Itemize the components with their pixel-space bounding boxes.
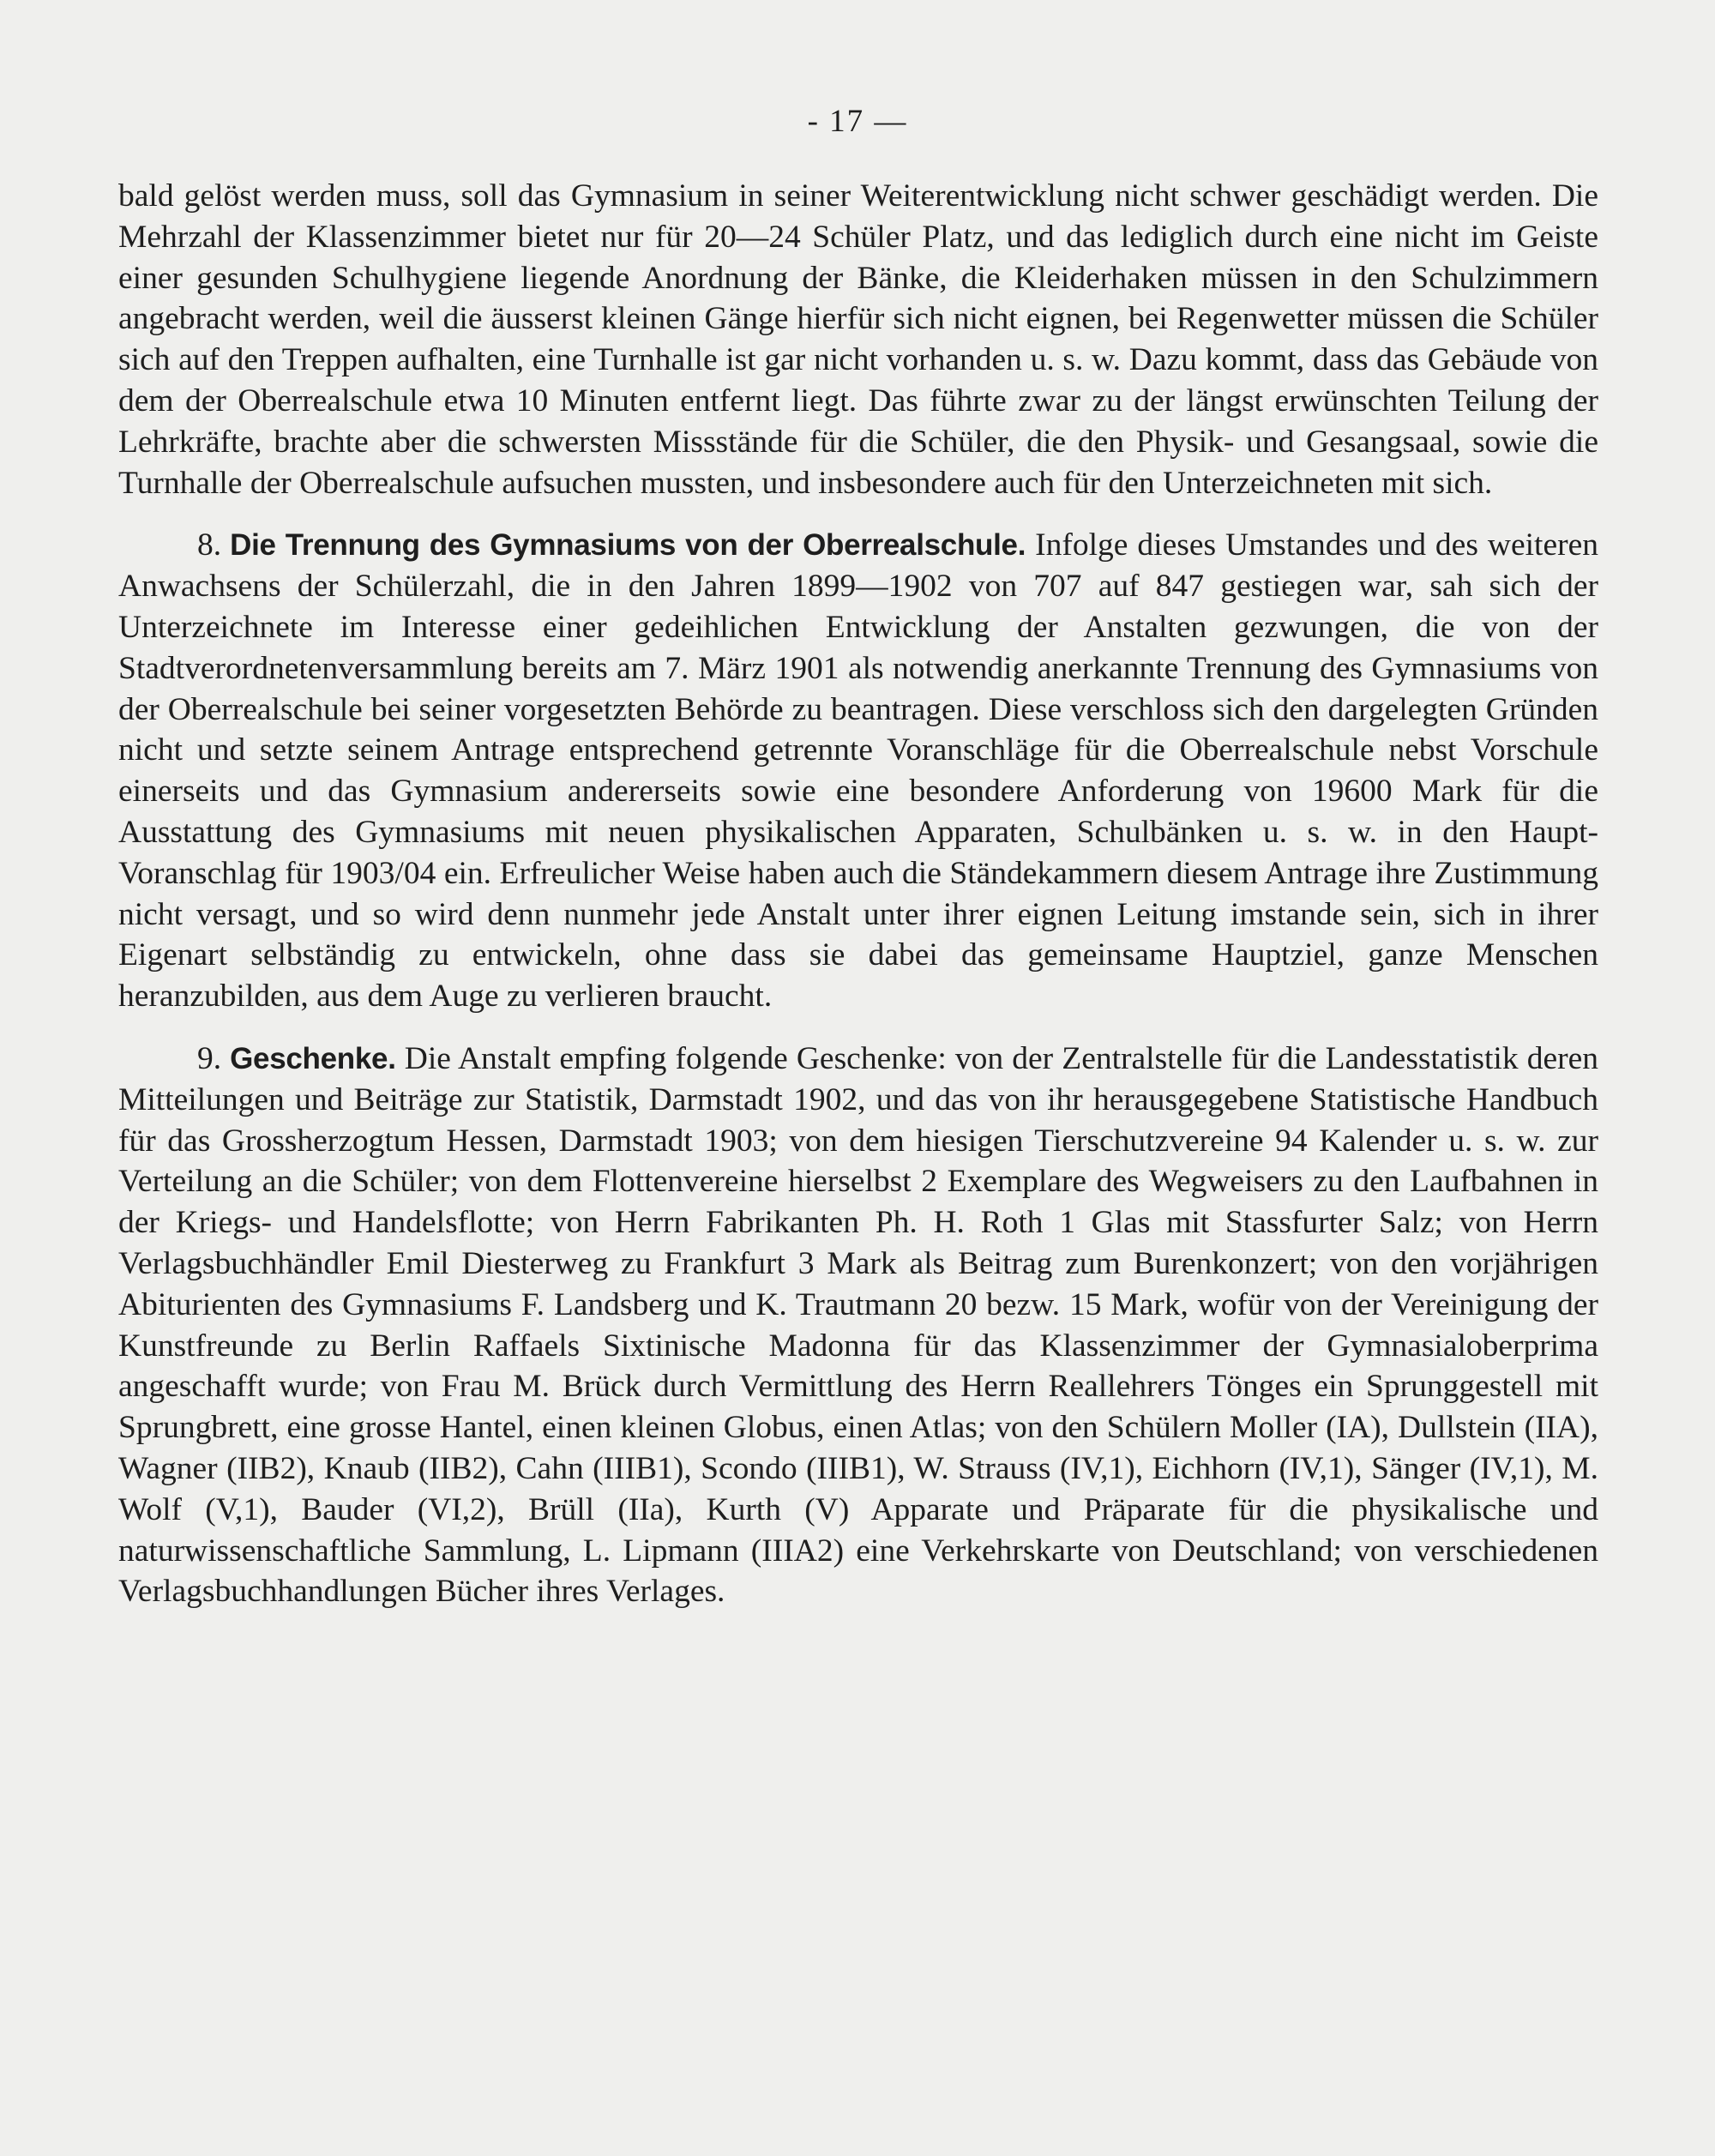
- section-number: 8.: [197, 527, 222, 563]
- paragraph-text: bald gelöst werden muss, soll das Gymnasium in seiner Weiterentwicklung nicht schwer geschädigt werden. Die Mehrzahl der Klassenzimmer bietet nur für 20—24 Schüler Platz, und das lediglich durch eine nicht im Geiste einer gesunden Schulhygiene liegende Anordnung der Bänke, die Kleiderhaken müssen in den Schulzimmern angebracht werden, weil die äusserst kleinen Gänge hierfür sich nicht eignen, bei Regenwetter müssen die Schüler sich auf den Treppen aufhalten, eine Turnhalle ist gar nicht vorhanden u. s. w. Dazu kommt, dass das Gebäude von dem der Oberrealschule etwa 10 Minuten entfernt liegt. Das führte zwar zu der längst erwünschten Teilung der Lehrkräfte, brachte aber die schwersten Missstände für die Schüler, die den Physik- und Gesangsaal, sowie die Turnhalle der Oberrealschule aufsuchen mussten, und insbesondere auch für den Unterzeichneten mit sich.: [118, 178, 1598, 501]
- section-9-paragraph: [118, 1039, 1598, 1612]
- section-8-paragraph: [118, 525, 1598, 1017]
- page-number: - 17 —: [807, 104, 908, 139]
- section-heading: Die Trennung des Gymnasiums von der Oberrealschule.: [230, 528, 1026, 563]
- body-text: [118, 176, 1598, 1612]
- paragraph-text: Die Anstalt empfing folgende Geschenke: von der Zentralstelle für die Landesstatistik deren Mitteilungen und Beiträge zur Statistik, Darmstadt 1902, und das von ihr herausgegebene Statistische Handbuch für das Grossherzogtum Hessen, Darmstadt 1903; von dem hiesigen Tierschutzvereine 94 Kalender u. s. w. zur Verteilung an die Schüler; von dem Flottenvereine hierselbst 2 Exemplare des Wegweisers zu den Laufbahnen in der Kriegs- und Handelsflotte; von Herrn Fabrikanten Ph. H. Roth 1 Glas mit Stassfurter Salz; von Herrn Verlagsbuchhändler Emil Diesterweg zu Frankfurt 3 Mark als Beitrag zum Burenkonzert; von den vorjährigen Abiturienten des Gymnasiums F. Landsberg und K. Trautmann 20 bezw. 15 Mark, wofür von der Vereinigung der Kunstfreunde zu Berlin Raffaels Sixtinische Madonna für das Klassenzimmer der Gymnasialoberprima angeschafft wurde; von Frau M. Brück durch Vermittlung des Herrn Reallehrers Tönges ein Sprunggestell mit Sprungbrett, eine grosse Hantel, einen kleinen Globus, einen Atlas; von den Schülern Moller (IA), Dullstein (IIA), Wagner (IIB2), Knaub (IIB2), Cahn (IIIB1), Scondo (IIIB1), W. Strauss (IV,1), Eichhorn (IV,1), Sänger (IV,1), M. Wolf (V,1), Bauder (VI,2), Brüll (IIa), Kurth (V) Apparate und Präparate für die physikalische und naturwissenschaftliche Sammlung, L. Lipmann (IIIA2) eine Verkehrskarte von Deutschland; von verschiedenen Verlagsbuchhandlungen Bücher ihres Verlages.: [118, 1040, 1599, 1610]
- paragraph-continuation: [118, 176, 1598, 503]
- section-number: 9.: [197, 1040, 222, 1076]
- section-heading: Geschenke.: [230, 1041, 396, 1075]
- paragraph-text: Infolge dieses Umstandes und des weiteren Anwachsens der Schülerzahl, die in den Jahren 1899—1902 von 707 auf 847 gestiegen war, sah sich der Unterzeichnete im Interesse einer gedeihlichen Entwicklung der Anstalten gezwungen, die von der Stadtverordnetenversammlung bereits am 7. März 1901 als notwendig anerkannte Trennung des Gymnasiums von der Oberrealschule bei seiner vorgesetzten Behörde zu beantragen. Diese verschloss sich den dargelegten Gründen nicht und setzte seinem Antrage entsprechend getrennte Voranschläge für die Oberrealschule nebst Vorschule einerseits und das Gymnasium andererseits sowie eine besondere Anforderung von 19600 Mark für die Ausstattung des Gymnasiums mit neuen physikalischen Apparaten, Schulbänken u. s. w. in den Haupt-Voranschlag für 1903/04 ein. Erfreulicher Weise haben auch die Ständekammern diesem Antrage ihre Zustimmung nicht versagt, und so wird denn nunmehr jede Anstalt unter ihrer eignen Leitung imstande sein, sich in ihrer Eigenart selbständig zu entwickeln, ohne dass sie dabei das gemeinsame Hauptziel, ganze Menschen heranzubilden, aus dem Auge zu verlieren braucht.: [118, 527, 1598, 1015]
